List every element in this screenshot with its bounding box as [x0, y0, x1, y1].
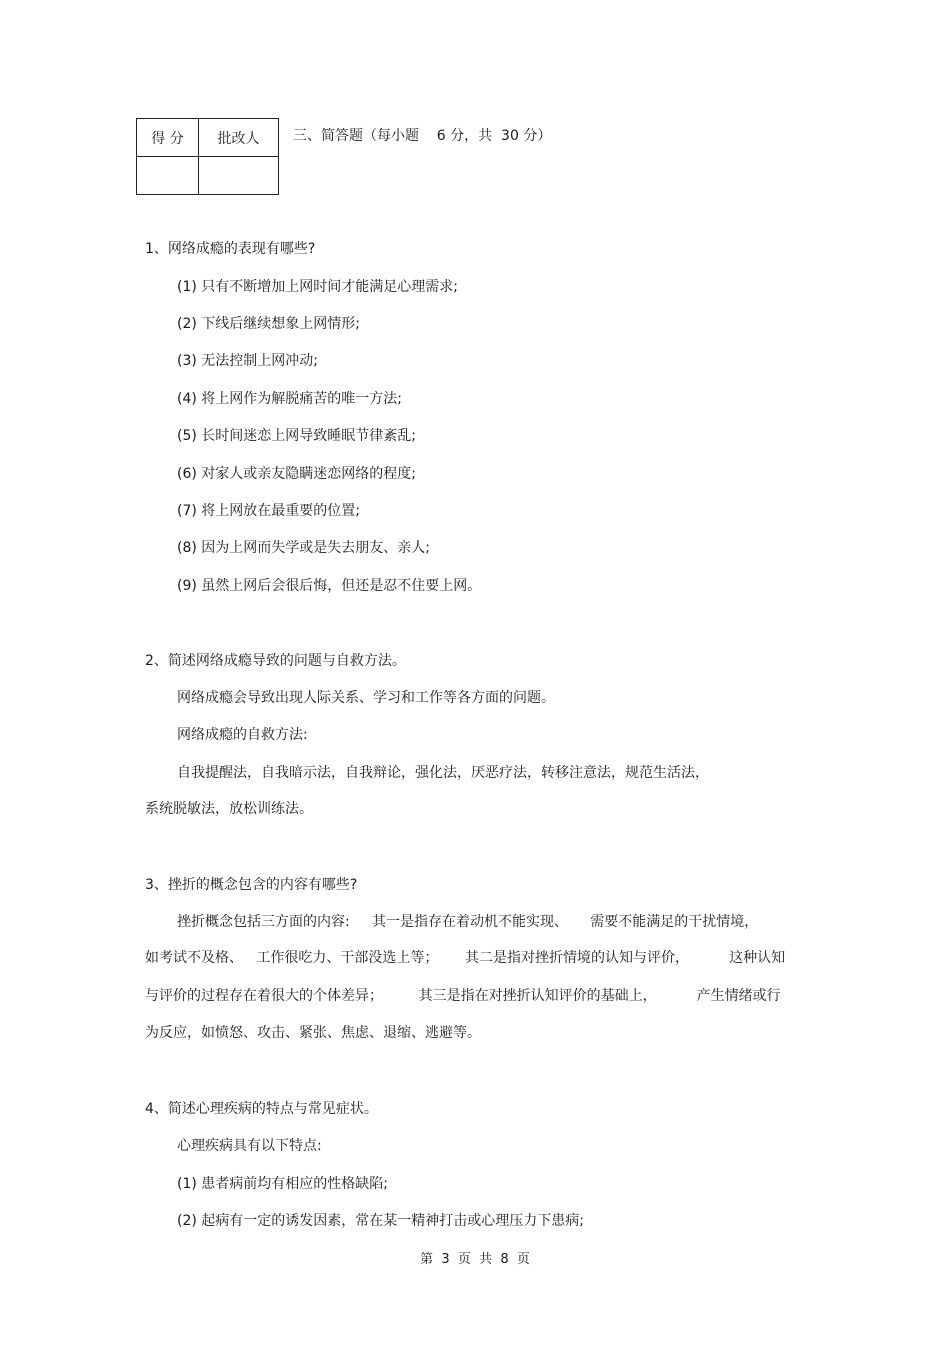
score-cell	[137, 157, 199, 195]
score-label: 得 分	[137, 119, 199, 157]
list-item: (2) 起病有一定的诱发因素，常在某一精神打击或心理压力下患病;	[177, 1213, 584, 1229]
answer-paragraph: 系统脱敏法，放松训练法。	[145, 801, 313, 817]
list-item: (1) 只有不断增加上网时间才能满足心理需求;	[177, 279, 458, 295]
question-2-title: 2、简述网络成瘾导致的问题与自救方法。	[145, 653, 406, 669]
answer-paragraph: 自我提醒法，自我暗示法，自我辩论，强化法，厌恶疗法，转移注意法，规范生活法，	[177, 765, 709, 781]
answer-paragraph: 网络成瘾的自救方法:	[177, 727, 308, 743]
section-title: 三、简答题（每小题 6 分，共 30 分）	[293, 128, 552, 144]
list-item: (3) 无法控制上网冲动;	[177, 353, 318, 369]
list-item: (7) 将上网放在最重要的位置;	[177, 503, 360, 519]
list-item: (5) 长时间迷恋上网导致睡眠节律紊乱;	[177, 428, 416, 444]
score-table	[136, 118, 279, 195]
answer-paragraph: 如考试不及格、 工作很吃力、干部没选上等； 其二是指对挫折情境的认知与评价， 这种认知	[145, 950, 786, 966]
question-1-title: 1、网络成瘾的表现有哪些?	[145, 241, 316, 257]
grader-cell	[199, 157, 279, 195]
answer-paragraph: 与评价的过程存在着很大的个体差异； 其三是指在对挫折认知评价的基础上， 产生情绪或行	[145, 988, 781, 1004]
page-footer: 第 3 页 共 8 页	[420, 1252, 530, 1267]
list-item: (2) 下线后继续想象上网情形;	[177, 316, 360, 332]
list-item: (4) 将上网作为解脱痛苦的唯一方法;	[177, 391, 402, 407]
answer-paragraph: 挫折概念包括三方面的内容: 其一是指存在着动机不能实现、 需要不能满足的干扰情境，	[177, 914, 759, 930]
list-item: (8) 因为上网而失学或是失去朋友、亲人;	[177, 540, 430, 556]
grader-label: 批改人	[199, 119, 279, 157]
list-item: (6) 对家人或亲友隐瞒迷恋网络的程度;	[177, 466, 416, 482]
answer-paragraph: 为反应，如愤怒、攻击、紧张、焦虑、退缩、逃避等。	[145, 1025, 481, 1041]
question-4-title: 4、简述心理疾病的特点与常见症状。	[145, 1101, 378, 1117]
answer-paragraph: 心理疾病具有以下特点:	[177, 1138, 322, 1154]
list-item: (9) 虽然上网后会很后悔，但还是忍不住要上网。	[177, 578, 482, 594]
answer-paragraph: 网络成瘾会导致出现人际关系、学习和工作等各方面的问题。	[177, 690, 555, 706]
list-item: (1) 患者病前均有相应的性格缺陷;	[177, 1176, 388, 1192]
question-3-title: 3、挫折的概念包含的内容有哪些?	[145, 877, 358, 893]
